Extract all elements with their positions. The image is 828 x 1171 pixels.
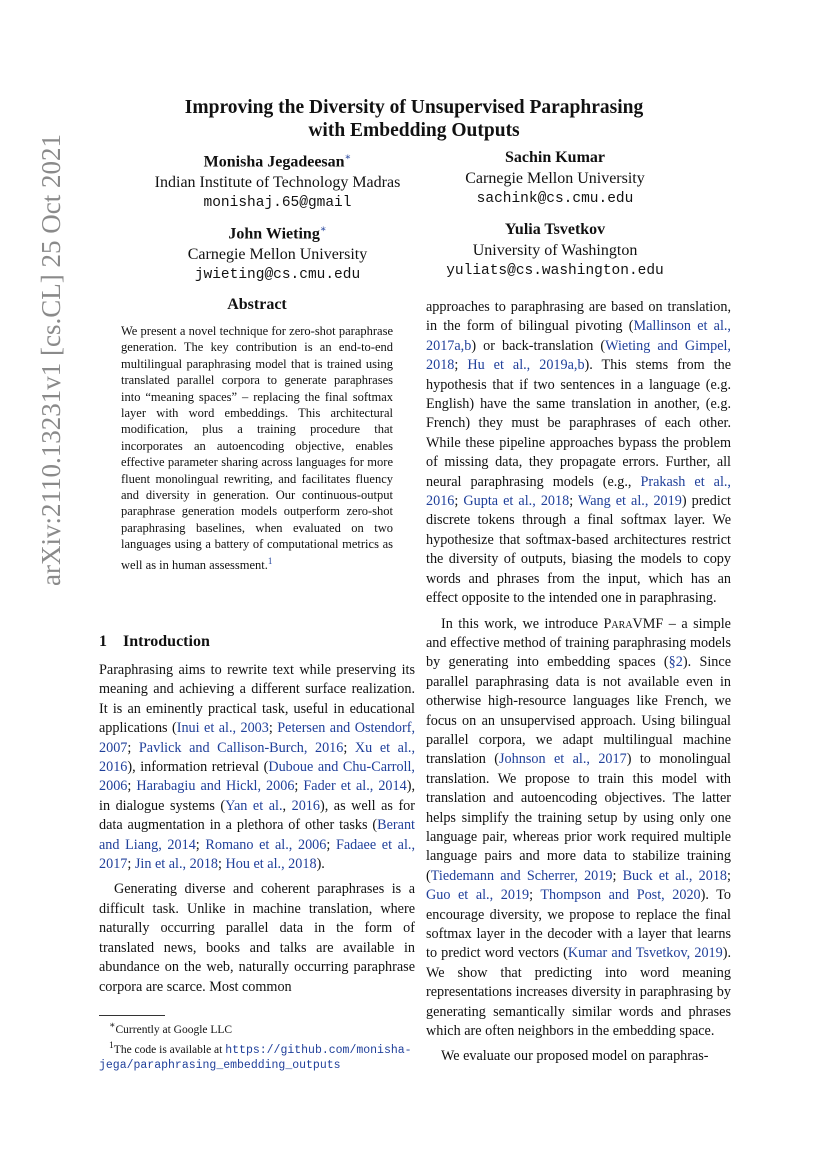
- citation-link[interactable]: Kumar and Tsvetkov, 2019: [567, 945, 723, 962]
- citation-link[interactable]: Wieting and Gimpel, 2018: [426, 337, 731, 374]
- text-run: In this work, we introduce: [441, 615, 604, 632]
- citation-link[interactable]: Hu et al., 2019a,b: [467, 357, 585, 374]
- text-run: ). Since parallel paraphrasing data is not available even in otherwise high-resource languages like French, we focus on an unsupervised approach. Using bilingual parallel corpora, we adapt multilingual machine translation (: [426, 654, 731, 768]
- author-block-1: [130, 148, 425, 214]
- text-run: ,: [282, 797, 292, 814]
- text-run: approaches to paraphrasing are based on translation, in the form of bilingual pivoting (: [426, 299, 731, 335]
- author-email[interactable]: monishaj.65@gmail: [203, 195, 352, 212]
- title-line-2: with Embedding Outputs: [308, 120, 520, 141]
- footnote-mark: 1: [109, 1039, 114, 1051]
- footnote-2: [99, 1038, 415, 1073]
- abstract-text: We present a novel technique for zero-shot paraphrase generation. The key contribution is an end-to-end multilingual paraphrasing model that is trained using translated parallel corpora to generate paraphrases into “meaning spaces” – replacing the final softmax layer with word embeddings. This architectural modification, plus a training procedure that incorporates an autoencoding objective, enables effective parameter sharing across languages for more fluent monolingual rewriting, and facilitates fluency and diversity in generation. Our continuous-output paraphrase generation models outperform zero-shot paraphrasing baselines, when evaluated on two languages using a battery of computational metrics as well as in human assessment.: [121, 324, 393, 572]
- author-footnote-mark[interactable]: ∗: [344, 152, 352, 163]
- right-paragraph-3: We evaluate our proposed model on paraphras-: [441, 1048, 709, 1065]
- citation-link[interactable]: Pavlick and Callison-Burch, 2016: [138, 739, 344, 756]
- author-name: Yulia Tsvetkov: [504, 221, 606, 238]
- text-run: ).: [316, 856, 325, 873]
- text-run: ). To encourage diversity, we propose to replace the final softmax layer in the decoder with a layer that learns to predict word vectors (: [426, 887, 731, 962]
- author-footnote-mark[interactable]: ∗: [319, 224, 327, 235]
- footnote-text: The code is available at: [113, 1043, 226, 1056]
- author-name: Monisha Jegadeesan: [203, 153, 345, 171]
- model-name: ParaVMF: [603, 615, 664, 632]
- citation-link[interactable]: Xu et al., 2016: [99, 739, 416, 776]
- citation-link[interactable]: Gupta et al., 2018: [463, 493, 570, 510]
- citation-link[interactable]: Harabagiu and Hickl, 2006: [136, 778, 295, 795]
- author-affiliation: Carnegie Mellon University: [187, 245, 368, 263]
- text-run: ;: [454, 493, 464, 510]
- citation-link[interactable]: Berant and Liang, 2014: [99, 817, 415, 853]
- text-run: ;: [569, 493, 578, 510]
- intro-paragraph-2: Generating diverse and coherent paraphrases is a difficult task. Unlike in machine translation, where naturally occurring parallel data in the form of translated news, books and talks are available in abundance on the web, naturally occurring paraphrase corpora are scarce. Most common: [99, 881, 415, 995]
- left-column-body: [99, 661, 415, 1003]
- citation-link[interactable]: Mallinson et al., 2017a,b: [426, 318, 731, 354]
- text-run: ) or back-translation (: [471, 337, 606, 354]
- citation-link[interactable]: Petersen and Ostendorf, 2007: [99, 720, 415, 756]
- author-name: Sachin Kumar: [504, 149, 605, 166]
- author-block-4: [410, 220, 700, 282]
- citation-link[interactable]: 2016: [291, 797, 320, 814]
- text-run: ), in dialogue systems (: [99, 778, 415, 814]
- section-number: 1: [99, 633, 107, 650]
- text-run: ;: [127, 778, 137, 795]
- section-heading-introduction: [99, 633, 415, 651]
- text-run: ;: [326, 836, 336, 853]
- text-run: ;: [294, 778, 304, 795]
- text-run: ;: [127, 739, 139, 756]
- text-run: ). This stems from the hypothesis that if two sentences in a language (e.g. English) have the same translation in another, (e.g. French) they must be paraphrases of each other. While these pipeline approaches bypass the problem of missing data, they propagate errors. Further, all neural paraphrasing models (e.g.,: [426, 357, 731, 490]
- author-block-2: [420, 148, 690, 210]
- text-run: ;: [454, 357, 468, 374]
- paper-title: [0, 96, 828, 142]
- citation-link[interactable]: Johnson et al., 2017: [499, 751, 627, 768]
- text-run: ) predict discrete tokens through a final softmax layer. We hypothesize that softmax-based architectures restrict the diversity of outputs, biasing the models to copy words and phrases from the input, which has an effect opposite to the intended one in paraphrasing.: [426, 493, 732, 607]
- text-run: ). We show that predicting into word meaning representations increases diversity in paraphrasing by generating semantically similar words and phrases which are often neighbors in the embedding space.: [426, 945, 732, 1040]
- footnotes: [99, 1018, 415, 1073]
- title-line-1: Improving the Diversity of Unsupervised Paraphrasing: [184, 97, 644, 118]
- footnote-divider: [99, 1015, 165, 1016]
- section-reference-link[interactable]: §2: [668, 654, 683, 671]
- abstract-footnote-mark[interactable]: 1: [267, 555, 273, 566]
- author-name: John Wieting: [228, 225, 320, 243]
- footnote-1: [99, 1018, 415, 1038]
- text-run: ;: [529, 887, 541, 904]
- abstract-heading: Abstract: [227, 296, 287, 313]
- text-run: ;: [268, 720, 278, 737]
- citation-link[interactable]: Jin et al., 2018: [134, 856, 219, 873]
- author-affiliation: University of Washington: [472, 241, 638, 259]
- author-block-3: [130, 220, 425, 286]
- citation-link[interactable]: Inui et al., 2003: [176, 720, 269, 737]
- right-column-body: [426, 298, 731, 1073]
- citation-link[interactable]: Thompson and Post, 2020: [540, 887, 701, 904]
- citation-link[interactable]: Fadaee et al., 2017: [99, 836, 415, 873]
- abstract-body: [121, 323, 393, 573]
- code-repository-link[interactable]: https://github.com/monisha-jega/paraphrasing_embedding_outputs: [99, 1043, 412, 1072]
- text-run: ;: [727, 867, 731, 884]
- right-paragraph-2: [426, 615, 731, 1042]
- arxiv-side-label: arXiv:2110.13231v1 [cs.CL] 25 Oct 2021: [36, 134, 66, 586]
- text-run: ), information retrieval (: [127, 759, 269, 776]
- footnote-mark: ∗: [109, 1020, 116, 1031]
- text-run: ;: [343, 739, 355, 756]
- citation-link[interactable]: Hou et al., 2018: [225, 856, 317, 873]
- author-email[interactable]: yuliats@cs.washington.edu: [446, 263, 664, 279]
- citation-link[interactable]: Fader et al., 2014: [303, 778, 407, 795]
- citation-link[interactable]: Yan et al.: [225, 797, 283, 814]
- text-run: ;: [195, 836, 206, 853]
- citation-link[interactable]: Prakash et al., 2016: [426, 473, 731, 510]
- author-affiliation: Carnegie Mellon University: [465, 169, 645, 187]
- citation-link[interactable]: Guo et al., 2019: [426, 887, 530, 904]
- right-paragraph-1: [426, 298, 731, 609]
- text-run: – a simple and effective method of training paraphrasing models by generating into embedding spaces (: [426, 615, 731, 671]
- author-affiliation: Indian Institute of Technology Madras: [154, 173, 401, 191]
- citation-link[interactable]: Buck et al., 2018: [622, 867, 728, 884]
- footnote-text: Currently at Google LLC: [115, 1023, 233, 1036]
- text-run: ;: [218, 856, 226, 873]
- text-run: ) to monolingual translation. We propose to train this model with translation and autoencoding objectives. The latter helps simplify the training setup by using only one language pair, whereas prior work required multiple language pairs and more data to stabilize training (: [426, 751, 731, 884]
- text-run: ;: [127, 856, 135, 873]
- author-email[interactable]: jwieting@cs.cmu.edu: [194, 267, 361, 284]
- text-run: Paraphrasing aims to rewrite text while preserving its meaning and achieving a different surface realization. It is an eminently practical task, useful in educational applications (: [99, 662, 415, 737]
- text-run: ;: [612, 867, 623, 884]
- intro-paragraph-1: [99, 661, 415, 874]
- citation-link[interactable]: Romano et al., 2006: [205, 836, 327, 853]
- text-run: ), as well as for data augmentation in a plethora of other tasks (: [99, 797, 416, 834]
- author-email[interactable]: sachink@cs.cmu.edu: [476, 191, 634, 207]
- citation-link[interactable]: Wang et al., 2019: [577, 493, 682, 510]
- section-title: Introduction: [123, 633, 210, 650]
- citation-link[interactable]: Duboue and Chu-Carroll, 2006: [99, 759, 415, 795]
- citation-link[interactable]: Tiedemann and Scherrer, 2019: [430, 867, 613, 884]
